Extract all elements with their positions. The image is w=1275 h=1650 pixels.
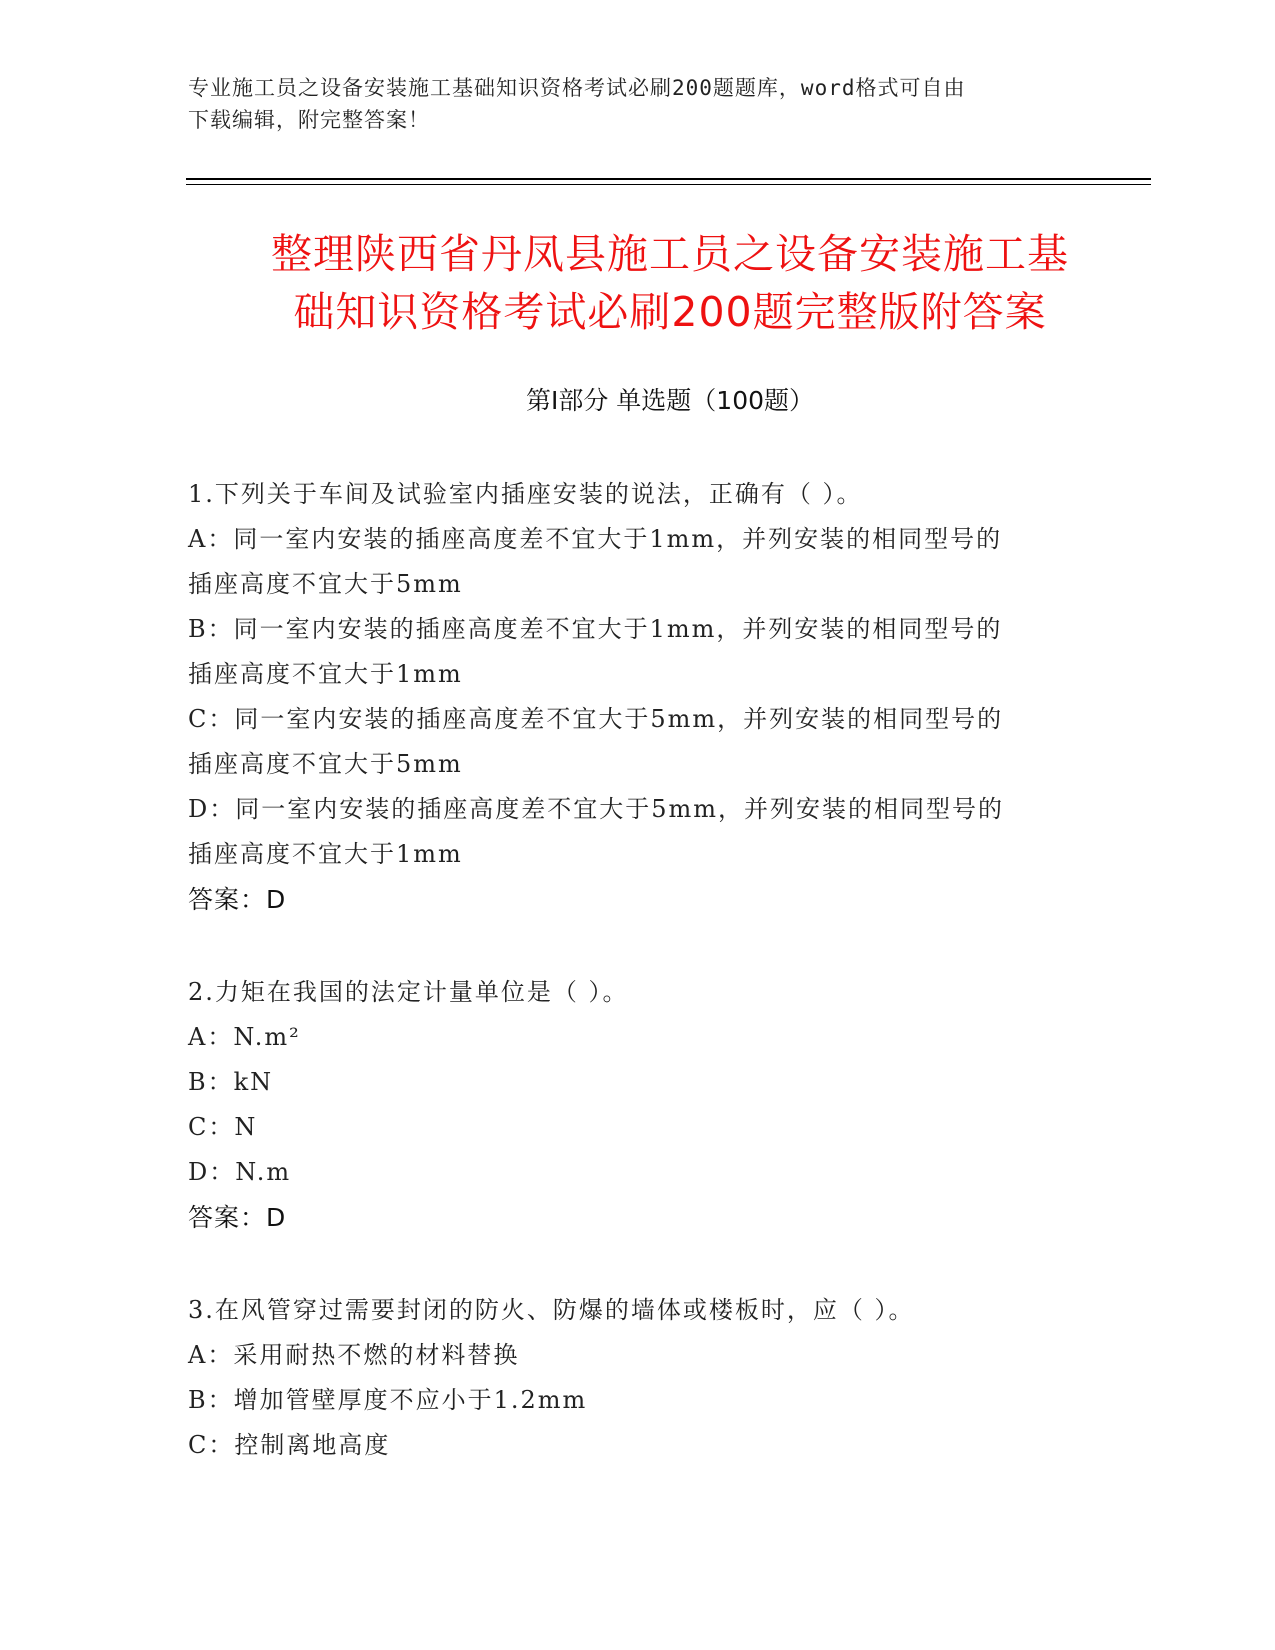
header-note-line: 下载编辑，附完整答案！ [188,108,430,132]
option-c: C：N [188,1113,258,1141]
header-note [188,72,1088,136]
question-stem: 2.力矩在我国的法定计量单位是（ ）。 [188,978,629,1006]
question-3 [188,1288,1088,1468]
document-title [170,225,1170,341]
question-1 [188,472,1088,922]
option-b-continued: 插座高度不宜大于1mm [188,660,463,688]
option-b: B：同一室内安装的插座高度差不宜大于1mm，并列安装的相同型号的 [188,615,1003,643]
option-c: C：控制离地高度 [188,1431,391,1459]
option-a-continued: 插座高度不宜大于5mm [188,570,463,598]
header-note-line: 专业施工员之设备安装施工基础知识资格考试必刷200题题库，word格式可自由 [188,76,966,100]
question-2 [188,970,1088,1240]
question-stem: 3.在风管穿过需要封闭的防火、防爆的墙体或楼板时，应（ ）。 [188,1296,915,1324]
option-c-continued: 插座高度不宜大于5mm [188,750,463,778]
header-divider-thin [186,184,1151,185]
option-a: A：N.m² [188,1023,301,1051]
section-heading: 第Ⅰ部分 单选题（100题） [525,386,815,415]
option-d-continued: 插座高度不宜大于1mm [188,840,463,868]
option-a: A：同一室内安装的插座高度差不宜大于1mm，并列安装的相同型号的 [188,525,1003,553]
option-a: A：采用耐热不燃的材料替换 [188,1341,520,1369]
document-title-line: 础知识资格考试必刷200题完整版附答案 [293,288,1047,336]
option-b: B：增加管壁厚度不应小于1.2mm [188,1386,588,1414]
option-d: D：同一室内安装的插座高度差不宜大于5mm，并列安装的相同型号的 [188,795,1005,823]
answer-label: 答案：D [188,885,287,914]
answer-label: 答案：D [188,1203,287,1232]
document-title-line: 整理陕西省丹凤县施工员之设备安装施工基 [271,230,1069,278]
option-c: C：同一室内安装的插座高度差不宜大于5mm，并列安装的相同型号的 [188,705,1004,733]
question-stem: 1.下列关于车间及试验室内插座安装的说法，正确有（ ）。 [188,480,863,508]
header-divider-thick [186,178,1151,180]
option-b: B：kN [188,1068,274,1096]
option-d: D：N.m [188,1158,292,1186]
